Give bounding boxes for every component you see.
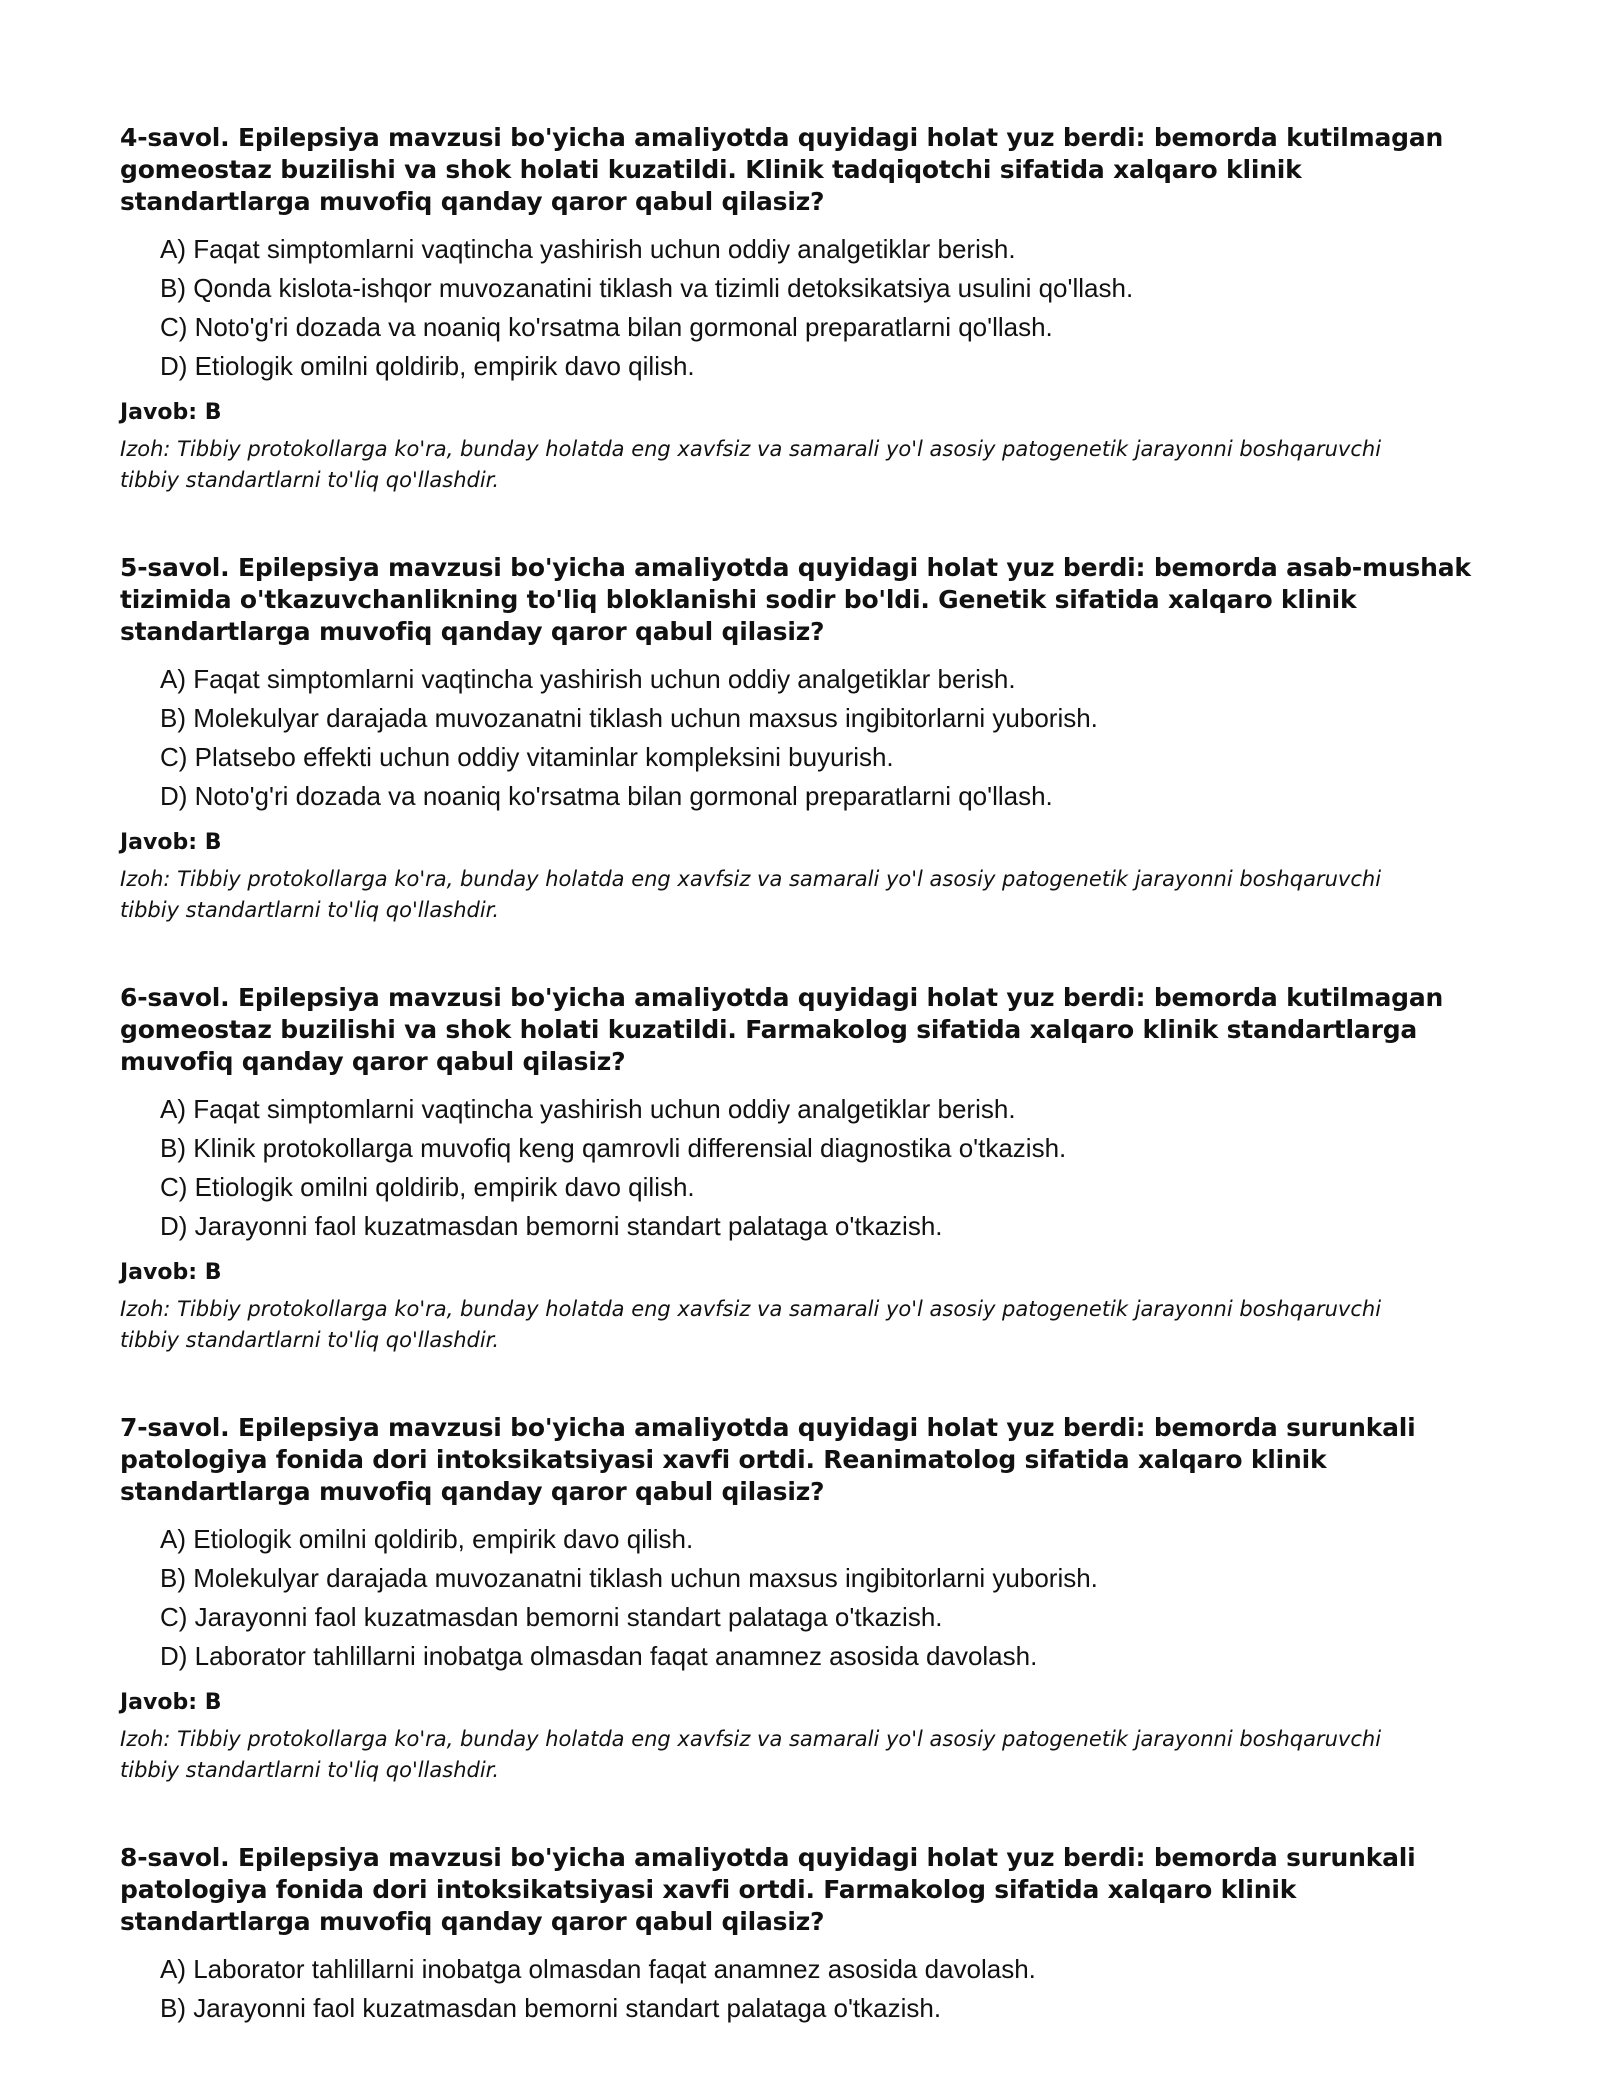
option-d: D) Etiologik omilni qoldirib, empirik davo qilish. — [160, 351, 695, 381]
document-page — [120, 122, 1480, 2084]
option-a: A) Faqat simptomlarni vaqtincha yashirish uchun oddiy analgetiklar berish. — [160, 664, 1016, 694]
option-b: B) Molekulyar darajada muvozanatni tiklash uchun maxsus ingibitorlarni yuborish. — [160, 1563, 1098, 1593]
question-5 — [120, 552, 1480, 926]
option-d: D) Noto'g'ri dozada va noaniq ko'rsatma bilan gormonal preparatlarni qo'llash. — [160, 781, 1053, 811]
question-7 — [120, 1412, 1480, 1786]
question-4 — [120, 122, 1480, 496]
question-title: 5-savol. Epilepsiya mavzusi bo'yicha amaliyotda quyidagi holat yuz berdi: bemorda asab-mushak tizimida o'tkazuvchanlikning to'liq bloklanishi sodir bo'ldi. Genetik sifatida xalqaro klinik standartlarga muvofiq qanday qaror qabul qilasiz? — [120, 553, 1471, 646]
option-list — [120, 1520, 1480, 1676]
option-list — [120, 660, 1480, 816]
answer: Javob: B — [120, 1260, 222, 1285]
answer: Javob: B — [120, 400, 222, 425]
explanation: Izoh: Tibbiy protokollarga ko'ra, bunday holatda eng xavfsiz va samarali yo'l asosiy patogenetik jarayonni boshqaruvchi tibbiy standartlarni to'liq qo'llashdir. — [120, 437, 1382, 492]
answer: Javob: B — [120, 1690, 222, 1715]
option-c: C) Jarayonni faol kuzatmasdan bemorni standart palataga o'tkazish. — [160, 1602, 943, 1632]
option-a: A) Etiologik omilni qoldirib, empirik davo qilish. — [160, 1524, 694, 1554]
explanation: Izoh: Tibbiy protokollarga ko'ra, bunday holatda eng xavfsiz va samarali yo'l asosiy patogenetik jarayonni boshqaruvchi tibbiy standartlarni to'liq qo'llashdir. — [120, 1727, 1382, 1782]
explanation: Izoh: Tibbiy protokollarga ko'ra, bunday holatda eng xavfsiz va samarali yo'l asosiy patogenetik jarayonni boshqaruvchi tibbiy standartlarni to'liq qo'llashdir. — [120, 1297, 1382, 1352]
option-a: A) Faqat simptomlarni vaqtincha yashirish uchun oddiy analgetiklar berish. — [160, 234, 1016, 264]
question-title: 7-savol. Epilepsiya mavzusi bo'yicha amaliyotda quyidagi holat yuz berdi: bemorda surunkali patologiya fonida dori intoksikatsiyasi xavfi ortdi. Reanimatolog sifatida xalqaro klinik standartlarga muvofiq qanday qaror qabul qilasiz? — [120, 1413, 1416, 1506]
option-d: D) Laborator tahlillarni inobatga olmasdan faqat anamnez asosida davolash. — [160, 1641, 1038, 1671]
question-title: 4-savol. Epilepsiya mavzusi bo'yicha amaliyotda quyidagi holat yuz berdi: bemorda kutilmagan gomeostaz buzilishi va shok holati kuzatildi. Klinik tadqiqotchi sifatida xalqaro klinik standartlarga muvofiq qanday qaror qabul qilasiz? — [120, 123, 1444, 216]
option-b: B) Qonda kislota-ishqor muvozanatini tiklash va tizimli detoksikatsiya usulini qo'llash. — [160, 273, 1134, 303]
option-b: B) Klinik protokollarga muvofiq keng qamrovli differensial diagnostika o'tkazish. — [160, 1133, 1067, 1163]
option-c: C) Etiologik omilni qoldirib, empirik davo qilish. — [160, 1172, 695, 1202]
answer: Javob: B — [120, 830, 222, 855]
question-title: 8-savol. Epilepsiya mavzusi bo'yicha amaliyotda quyidagi holat yuz berdi: bemorda surunkali patologiya fonida dori intoksikatsiyasi xavfi ortdi. Farmakolog sifatida xalqaro klinik standartlarga muvofiq qanday qaror qabul qilasiz? — [120, 1843, 1416, 1936]
explanation: Izoh: Tibbiy protokollarga ko'ra, bunday holatda eng xavfsiz va samarali yo'l asosiy patogenetik jarayonni boshqaruvchi tibbiy standartlarni to'liq qo'llashdir. — [120, 867, 1382, 922]
option-a: A) Laborator tahlillarni inobatga olmasdan faqat anamnez asosida davolash. — [160, 1954, 1036, 1984]
option-b: B) Jarayonni faol kuzatmasdan bemorni standart palataga o'tkazish. — [160, 1993, 942, 2023]
option-d: D) Jarayonni faol kuzatmasdan bemorni standart palataga o'tkazish. — [160, 1211, 943, 1241]
option-a: A) Faqat simptomlarni vaqtincha yashirish uchun oddiy analgetiklar berish. — [160, 1094, 1016, 1124]
option-c: C) Platsebo effekti uchun oddiy vitaminlar kompleksini buyurish. — [160, 742, 894, 772]
option-list — [120, 1950, 1480, 2028]
option-list — [120, 1090, 1480, 1246]
option-c: C) Noto'g'ri dozada va noaniq ko'rsatma bilan gormonal preparatlarni qo'llash. — [160, 312, 1053, 342]
option-list — [120, 230, 1480, 386]
question-6 — [120, 982, 1480, 1356]
question-8 — [120, 1842, 1480, 2028]
question-title: 6-savol. Epilepsiya mavzusi bo'yicha amaliyotda quyidagi holat yuz berdi: bemorda kutilmagan gomeostaz buzilishi va shok holati kuzatildi. Farmakolog sifatida xalqaro klinik standartlarga muvofiq qanday qaror qabul qilasiz? — [120, 983, 1444, 1076]
option-b: B) Molekulyar darajada muvozanatni tiklash uchun maxsus ingibitorlarni yuborish. — [160, 703, 1098, 733]
